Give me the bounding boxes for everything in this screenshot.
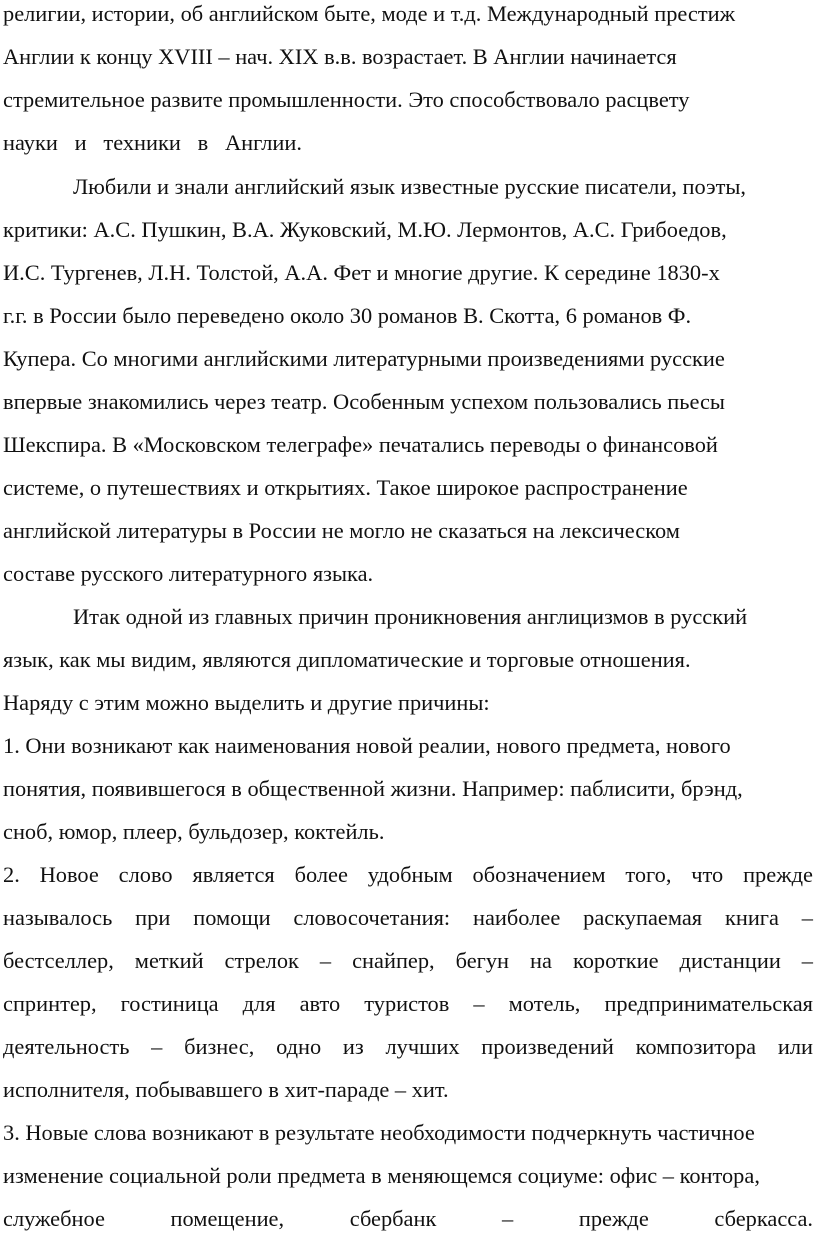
text-line: называлось при помощи словосочетания: наиболее раскупаемая книга –	[3, 905, 813, 930]
text-line: деятельность – бизнес, одно из лучших произведений композитора или	[3, 1034, 813, 1059]
paragraph-first-line: Итак одной из главных причин проникновения англицизмов в русский	[73, 604, 748, 629]
text-line: Англии к концу XVIII – нач. XIX в.в. возрастает. В Англии начинается	[3, 44, 677, 69]
text-line: исполнителя, побывавшего в хит-параде – хит.	[3, 1077, 449, 1102]
text-line: спринтер, гостиница для авто туристов – мотель, предпринимательская	[3, 991, 813, 1016]
text-line: системе, о путешествиях и открытиях. Такое широкое распространение	[3, 475, 688, 500]
text-line: служебное помещение, сбербанк – прежде сберкасса.	[3, 1206, 813, 1231]
text-line: науки и техники в Англии.	[3, 130, 302, 155]
list-item-line: 2. Новое слово является более удобным обозначением того, что прежде	[3, 862, 813, 887]
text-line: религии, истории, об английском быте, моде и т.д. Международный престиж	[3, 1, 736, 26]
list-item-line: 3. Новые слова возникают в результате необходимости подчеркнуть частичное	[3, 1120, 755, 1145]
text-line: Шекспира. В «Московском телеграфе» печатались переводы о финансовой	[3, 432, 718, 457]
text-line: составе русского литературного языка.	[3, 561, 374, 586]
paragraph-first-line: Любили и знали английский язык известные русские писатели, поэты,	[73, 174, 746, 199]
text-line: Наряду с этим можно выделить и другие причины:	[3, 690, 490, 715]
text-line: критики: А.С. Пушкин, В.А. Жуковский, М.Ю. Лермонтов, А.С. Грибоедов,	[3, 217, 727, 242]
list-item-line: 1. Они возникают как наименования новой реалии, нового предмета, нового	[3, 733, 731, 758]
text-line: бестселлер, меткий стрелок – снайпер, бегун на короткие дистанции –	[3, 948, 813, 973]
text-line: изменение социальной роли предмета в меняющемся социуме: офис – контора,	[3, 1163, 760, 1188]
text-line: г.г. в России было переведено около 30 романов В. Скотта, 6 романов Ф.	[3, 303, 692, 328]
text-line: Купера. Со многими английскими литературными произведениями русские	[3, 346, 725, 371]
text-line: язык, как мы видим, являются дипломатические и торговые отношения.	[3, 647, 691, 672]
text-line: понятия, появившегося в общественной жизни. Например: паблисити, брэнд,	[3, 776, 743, 801]
text-line: английской литературы в России не могло не сказаться на лексическом	[3, 518, 680, 543]
text-line: сноб, юмор, плеер, бульдозер, коктейль.	[3, 819, 385, 844]
text-line: стремительное развите промышленности. Это способствовало расцвету	[3, 87, 690, 112]
text-line: И.С. Тургенев, Л.Н. Толстой, А.А. Фет и многие другие. К середине 1830-х	[3, 260, 720, 285]
text-line: впервые знакомились через театр. Особенным успехом пользовались пьесы	[3, 389, 725, 414]
